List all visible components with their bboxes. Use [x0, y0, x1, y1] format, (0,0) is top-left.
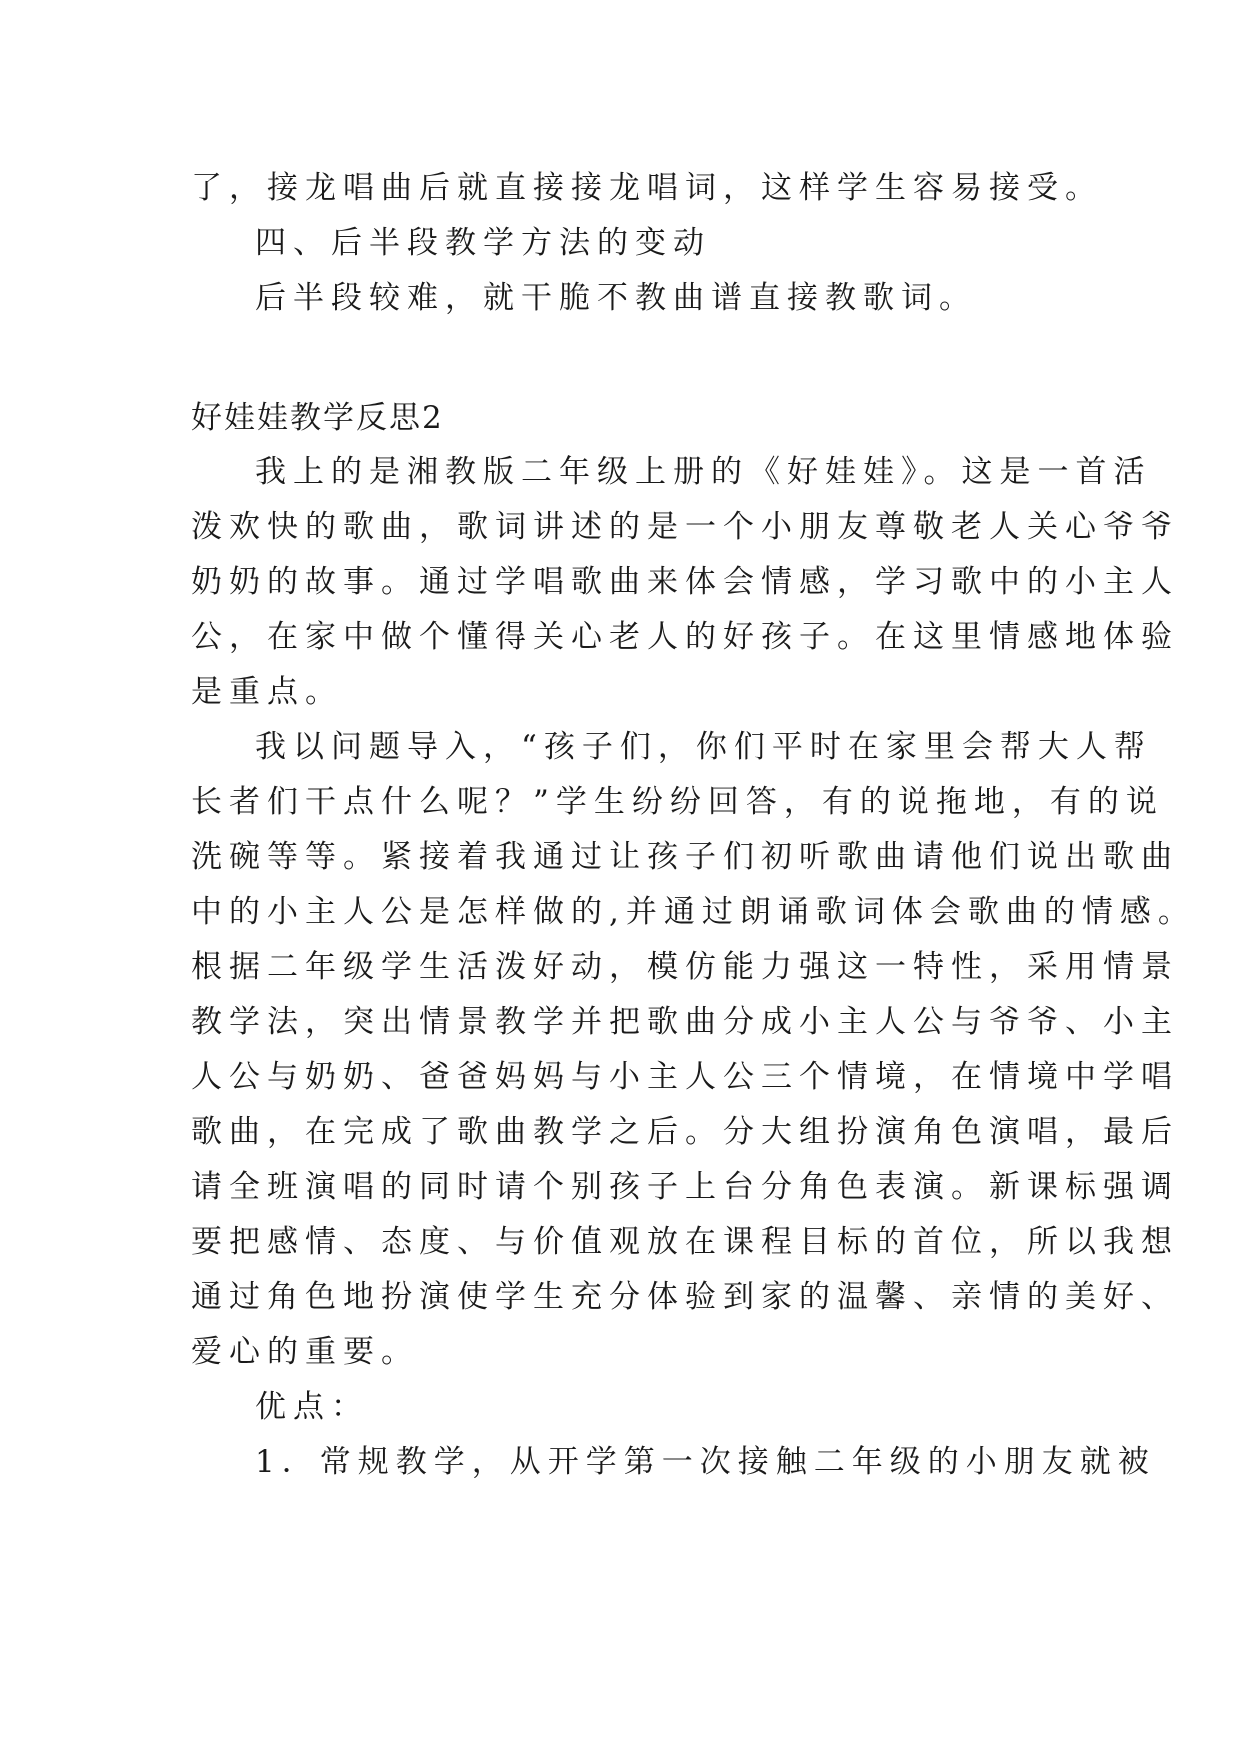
paragraph-line: 我上的是湘教版二年级上册的《好娃娃》。这是一首活 [255, 454, 1152, 490]
paragraph-line: 长者们干点什么呢？”学生纷纷回答，有的说拖地，有的说 [191, 784, 1164, 820]
paragraph-line: 奶奶的故事。通过学唱歌曲来体会情感，学习歌中的小主人 [191, 564, 1179, 600]
paragraph-line: 是重点。 [191, 674, 343, 710]
paragraph-line: 我以问题导入，“孩子们，你们平时在家里会帮大人帮 [255, 729, 1152, 765]
paragraph-line: 泼欢快的歌曲，歌词讲述的是一个小朋友尊敬老人关心爷爷 [191, 509, 1179, 545]
paragraph-line: 了，接龙唱曲后就直接接龙唱词，这样学生容易接受。 [191, 170, 1103, 206]
paragraph-line: 人公与奶奶、爸爸妈妈与小主人公三个情境，在情境中学唱 [191, 1059, 1179, 1095]
paragraph-line: 根据二年级学生活泼好动，模仿能力强这一特性，采用情景 [191, 949, 1179, 985]
paragraph-line: 要把感情、态度、与价值观放在课程目标的首位，所以我想 [191, 1224, 1179, 1260]
paragraph-line: 请全班演唱的同时请个别孩子上台分角色表演。新课标强调 [191, 1169, 1179, 1205]
paragraph-line: 洗碗等等。紧接着我通过让孩子们初听歌曲请他们说出歌曲 [191, 839, 1179, 875]
section-heading: 四、后半段教学方法的变动 [255, 225, 711, 261]
paragraph-line: 歌曲，在完成了歌曲教学之后。分大组扮演角色演唱，最后 [191, 1114, 1179, 1150]
paragraph-line: 后半段较难，就干脆不教曲谱直接教歌词。 [255, 280, 977, 316]
paragraph-line: 教学法，突出情景教学并把歌曲分成小主人公与爷爷、小主 [191, 1004, 1179, 1040]
paragraph-line: 中的小主人公是怎样做的,并通过朗诵歌词体会歌曲的情感。 [191, 894, 1196, 930]
paragraph-line: 通过角色地扮演使学生充分体验到家的温馨、亲情的美好、 [191, 1279, 1179, 1315]
paragraph-line: 公，在家中做个懂得关心老人的好孩子。在这里情感地体验 [191, 619, 1179, 655]
subheading-advantages: 优点： [255, 1389, 369, 1425]
list-item: 1．常规教学，从开学第一次接触二年级的小朋友就被 [255, 1444, 1156, 1480]
paragraph-line: 爱心的重要。 [191, 1334, 419, 1370]
article-title: 好娃娃教学反思2 [191, 400, 444, 436]
